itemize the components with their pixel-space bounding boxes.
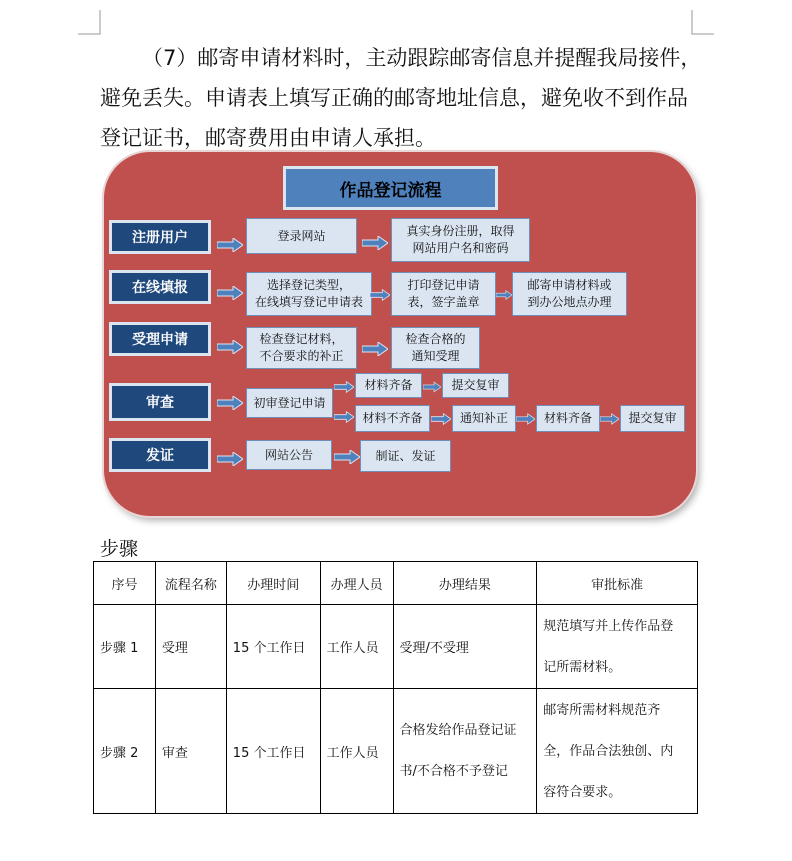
step-standard-cell: 邮寄所需材料规范齐 全，作品合法独创、内 容符合要求。: [537, 689, 698, 814]
steps-table: [93, 561, 698, 814]
flow-box: 登录网站: [246, 218, 357, 254]
arrow-right-icon: [334, 450, 360, 464]
paragraph-line: （7）邮寄申请材料时，主动跟踪邮寄信息并提醒我局接件，: [142, 46, 702, 70]
arrow-right-icon: [217, 340, 243, 354]
arrow-right-icon: [217, 238, 243, 252]
page-corner-mark-left: [78, 10, 102, 36]
step-name-cell: 受理: [155, 605, 226, 689]
step-name-cell: 审查: [155, 689, 226, 814]
table-header-cell: 序号: [94, 562, 156, 605]
step-result-cell: 受理/不受理: [393, 605, 537, 689]
step-staff-cell: 工作人员: [320, 689, 393, 814]
arrow-right-icon: [496, 288, 512, 302]
step-standard-cell: 规范填写并上传作品登 记所需材料。: [537, 605, 698, 689]
flow-box: 检查登记材料， 不合要求的补正: [246, 327, 357, 369]
step-number-cell: 步骤 1: [94, 605, 156, 689]
arrow-right-icon: [362, 236, 388, 250]
arrow-right-icon: [362, 342, 388, 356]
arrow-right-icon: [431, 412, 451, 426]
arrow-right-icon: [217, 286, 243, 300]
stage-accept-application: 受理申请: [109, 322, 211, 356]
flowchart-title: 作品登记流程: [283, 166, 498, 210]
step-number-cell: 步骤 2: [94, 689, 156, 814]
arrow-right-icon: [334, 410, 354, 424]
flow-box: 材料齐备: [536, 405, 600, 432]
table-row: [94, 605, 698, 689]
flow-box: 邮寄申请材料或 到办公地点办理: [512, 272, 627, 316]
flow-box: 真实身份注册，取得 网站用户名和密码: [391, 218, 530, 262]
stage-register-user: 注册用户: [109, 220, 211, 254]
paragraph-line: 避免丢失。申请表上填写正确的邮寄地址信息，避免收不到作品: [100, 86, 688, 110]
flow-box: 材料不齐备: [355, 405, 430, 432]
stage-review: 审查: [109, 383, 211, 421]
arrow-right-icon: [217, 396, 243, 410]
arrow-right-icon: [370, 288, 390, 302]
table-row: [94, 689, 698, 814]
flow-box: 打印登记申请 表，签字盖章: [391, 272, 496, 316]
step-result-cell: 合格发给作品登记证 书/不合格不予登记: [393, 689, 537, 814]
arrow-right-icon: [516, 412, 535, 426]
flow-box: 提交复审: [620, 405, 685, 432]
table-header-cell: 流程名称: [155, 562, 226, 605]
stage-online-fill: 在线填报: [109, 270, 211, 304]
table-header-cell: 办理结果: [393, 562, 537, 605]
body-paragraph: [100, 38, 700, 158]
table-header-row: [94, 562, 698, 605]
arrow-right-icon: [423, 380, 441, 394]
flow-box: 初审登记申请: [246, 388, 333, 418]
step-time-cell: 15 个工作日: [226, 689, 320, 814]
flow-box: 网站公告: [246, 440, 332, 470]
stage-issue-certificate: 发证: [109, 438, 211, 472]
paragraph-line: 登记证书，邮寄费用由申请人承担。: [100, 126, 436, 150]
page-corner-mark-right: [690, 10, 714, 36]
table-header-cell: 办理时间: [226, 562, 320, 605]
table-header-cell: 办理人员: [320, 562, 393, 605]
section-heading: 步骤: [100, 538, 139, 560]
arrow-right-icon: [217, 452, 243, 466]
flow-box: 提交复审: [442, 373, 509, 398]
step-time-cell: 15 个工作日: [226, 605, 320, 689]
step-staff-cell: 工作人员: [320, 605, 393, 689]
flow-box: 材料齐备: [355, 373, 422, 398]
flow-box: 制证、发证: [360, 440, 451, 472]
arrow-right-icon: [600, 412, 619, 426]
flow-box: 通知补正: [452, 405, 516, 432]
arrow-right-icon: [334, 380, 354, 394]
flow-box: 选择登记类型， 在线填写登记申请表: [246, 272, 372, 316]
flow-box: 检查合格的 通知受理: [391, 327, 480, 369]
table-header-cell: 审批标准: [537, 562, 698, 605]
